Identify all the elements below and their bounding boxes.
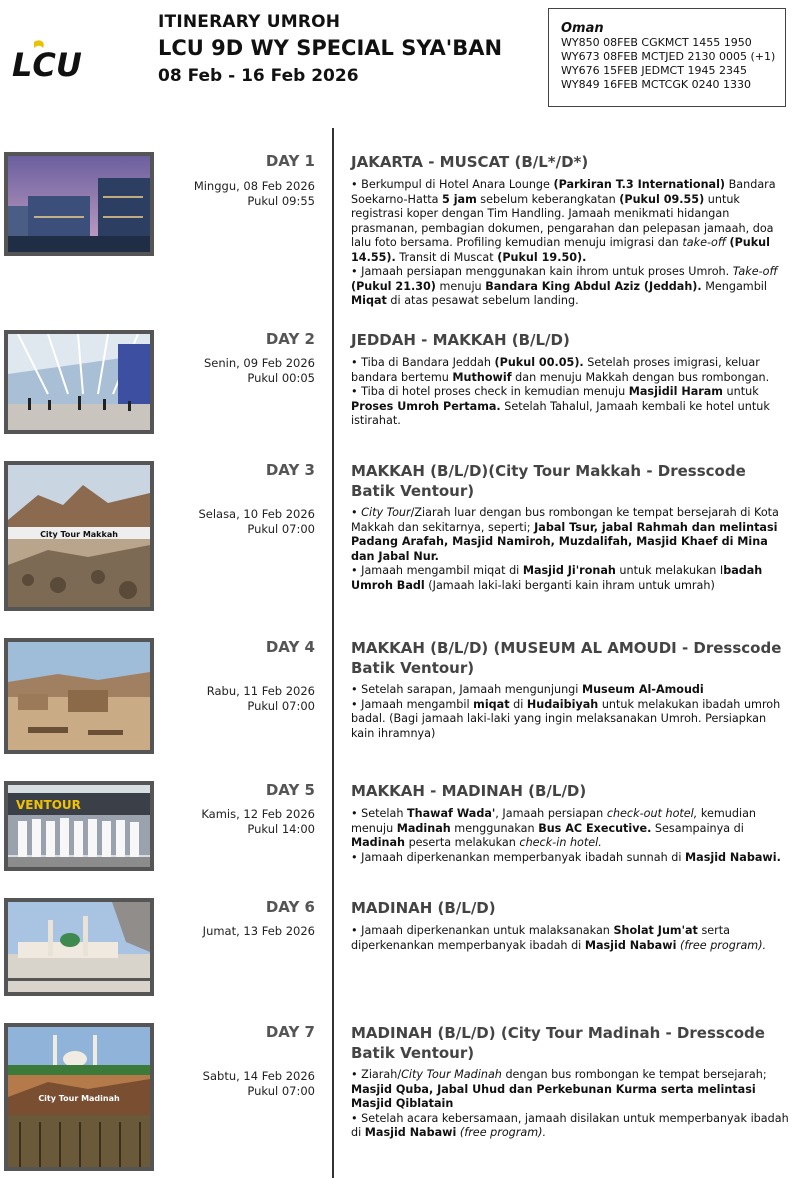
photo-caption: City Tour Madinah [38,1094,120,1103]
desc-paragraph: • Tiba di hotel proses check in kemudian menuju Masjidil Haram untuk Proses Umroh Pertama. Setelah Tahalul, Jamaah kembali ke hotel untuk istirahat. [351,385,770,427]
day-date [170,1069,315,1099]
day-description [351,807,791,865]
day-date [170,179,315,209]
desc-paragraph: • Setelah acara kebersamaan, jamaah disilakan untuk memperbanyak ibadah di Masjid Nabawi (free program). [351,1111,789,1139]
day-date [170,684,315,714]
day-title: MAKKAH - MADINAH (B/L/D) [351,782,587,800]
day-7-photo [4,1023,154,1171]
desc-paragraph: • Ziarah/City Tour Madinah dengan bus rombongan ke tempat bersejarah; Masjid Quba, Jabal Uhud dan Perkebunan Kurma serta melintasi Masjid Qiblatain [351,1068,767,1110]
day-description [351,1068,791,1141]
desc-paragraph: • Jamaah diperkenankan untuk malaksanakan Sholat Jum'at serta diperkenankan memperbanyak ibadah di Masjid Nabawi (free program). [351,924,767,952]
day-date-text: Sabtu, 14 Feb 2026 [202,1069,315,1083]
airline-name: Oman [561,21,604,36]
day-time-text: Pukul 07:00 [247,1084,315,1098]
day-title: JEDDAH - MAKKAH (B/L/D) [351,331,570,349]
package-title: LCU 9D WY SPECIAL SYA'BAN [158,36,503,60]
photo-caption: VENTOUR [16,798,81,812]
flight-schedule-box [548,8,786,107]
day-label: DAY 7 [265,1023,315,1041]
day-date [170,507,315,537]
day-1-photo [4,152,154,256]
day-time-text: Pukul 09:55 [247,194,315,208]
day-time-text: Pukul 14:00 [247,822,315,836]
timeline-divider [332,128,334,1178]
day-date-text: Jumat, 13 Feb 2026 [202,924,315,938]
desc-paragraph: • Setelah Thawaf Wada', Jamaah persiapan check-out hotel, kemudian menuju Madinah menggunakan Bus AC Executive. Sesampainya di Madinah peserta melakukan check-in hotel. [351,807,757,849]
day-label: DAY 1 [265,152,315,170]
day-time-text: Pukul 00:05 [247,371,315,385]
desc-paragraph: • Jamaah mengambil miqat di Hudaibiyah untuk melakukan ibadah umroh badal. (Bagi jamaah laki-laki yang ingin melaksanakan Umroh. Persiapkan kain ihramnya) [351,697,781,740]
day-date-text: Minggu, 08 Feb 2026 [193,179,315,193]
day-date-text: Selasa, 10 Feb 2026 [198,507,315,521]
desc-paragraph: • Jamaah diperkenankan memperbanyak ibadah sunnah di Masjid Nabawi. [351,850,781,864]
day-description [351,924,791,953]
day-description [351,683,791,741]
day-description [351,178,791,309]
day-title: MADINAH (B/L/D) [351,899,496,917]
day-2-photo [4,330,154,434]
flight-line: WY850 08FEB CGKMCT 1455 1950 [561,36,752,49]
flight-line: WY673 08FEB MCTJED 2130 0005 (+1) [561,50,776,63]
desc-paragraph: • City Tour/Ziarah luar dengan bus rombongan ke tempat bersejarah di Kota Makkah dan sekitarnya, seperti; Jabal Tsur, jabal Rahmah dan melintasi Padang Arafah, Masjid Namiroh, Muzdalifah, Masjid Khaef di Mina dan Jabal Nur. [351,506,779,563]
header-titles [158,12,502,86]
day-5-photo [4,781,154,871]
day-description [351,356,791,429]
day-label: DAY 2 [265,330,315,348]
day-date [170,924,315,939]
flight-line: WY849 16FEB MCTCGK 0240 1330 [561,78,752,91]
desc-paragraph: • Berkumpul di Hotel Anara Lounge (Parkiran T.3 International) Bandara Soekarno-Hatta 5 jam sebelum keberangkatan (Pukul 09.55) untuk registrasi koper dengan Tim Handling. Jamaah menikmati hidangan prasmanan, pembagian dokumen, pengarahan dan pelepasan jamaah, doa lalu foto bersama. Profiling kemudian menuju imigrasi dan take-off (Pukul 14.55). Transit di Muscat (Pukul 19.50). [351,178,776,264]
day-title: MAKKAH (B/L/D) (MUSEUM AL AMOUDI - Dresscode Batik Ventour) [351,639,782,677]
day-date [170,356,315,386]
photo-caption: City Tour Makkah [40,530,118,539]
day-label: DAY 4 [265,638,315,656]
desc-paragraph: • Jamaah persiapan menggunakan kain ihrom untuk proses Umroh. Take-off (Pukul 21.30) menuju Bandara King Abdul Aziz (Jeddah). Mengambil Miqat di atas pesawat sebelum landing. [351,265,778,307]
lcu-logo [12,36,88,80]
day-label: DAY 3 [265,461,315,479]
day-title: JAKARTA - MUSCAT (B/L*/D*) [351,153,589,171]
day-title: MAKKAH (B/L/D)(City Tour Makkah - Dresscode Batik Ventour) [351,462,746,500]
desc-paragraph: • Tiba di Bandara Jeddah (Pukul 00.05). Setelah proses imigrasi, keluar bandara bertemu Muthowif dan menuju Makkah dengan bus rombongan. [351,356,770,384]
day-label: DAY 5 [265,781,315,799]
day-label: DAY 6 [265,898,315,916]
day-time-text: Pukul 07:00 [247,522,315,536]
day-title: MADINAH (B/L/D) (City Tour Madinah - Dresscode Batik Ventour) [351,1024,765,1062]
day-date-text: Rabu, 11 Feb 2026 [206,684,315,698]
day-date [170,807,315,837]
flight-line: WY676 15FEB JEDMCT 1945 2345 [561,64,747,77]
day-date-text: Senin, 09 Feb 2026 [203,356,315,370]
day-time-text: Pukul 07:00 [247,699,315,713]
day-description [351,506,791,593]
package-dates: 08 Feb - 16 Feb 2026 [158,66,359,86]
day-6-photo [4,898,154,996]
day-date-text: Kamis, 12 Feb 2026 [201,807,315,821]
desc-paragraph: • Jamaah mengambil miqat di Masjid Ji'ronah untuk melakukan Ibadah Umroh Badl (Jamaah laki-laki berganti kain ihram untuk umrah) [351,564,763,592]
desc-paragraph: • Setelah sarapan, Jamaah mengunjungi Museum Al-Amoudi [351,683,704,696]
day-4-photo [4,638,154,754]
day-3-photo [4,461,154,611]
itinerary-subtitle: ITINERARY UMROH [158,12,341,32]
logo-text: LCU [12,46,82,80]
